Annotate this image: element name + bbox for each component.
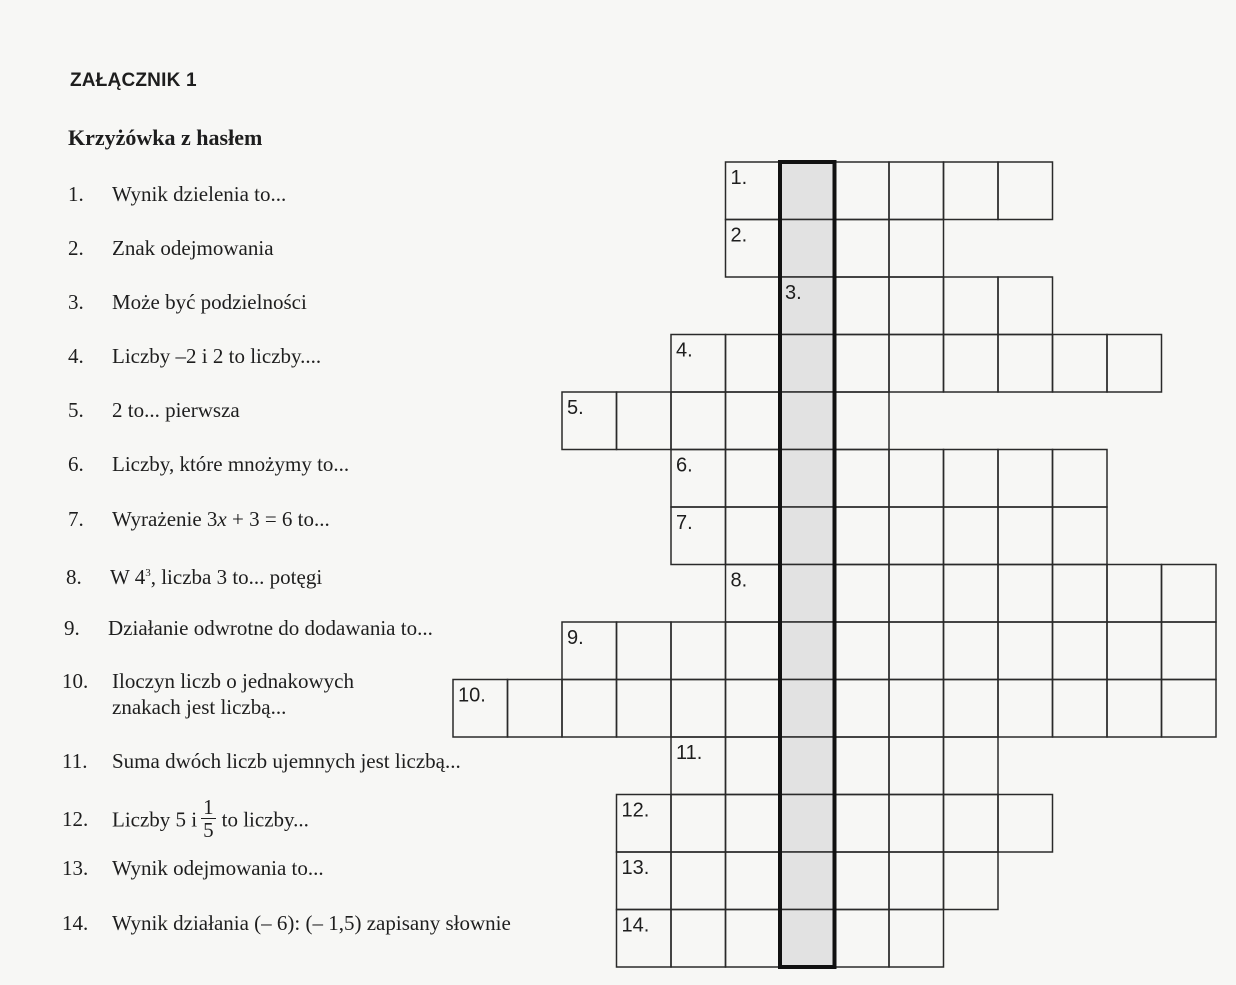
clue-text-line1: Iloczyn liczb o jednakowych — [112, 669, 354, 693]
clue-text-end: to liczby... — [221, 807, 309, 832]
crossword-cell[interactable] — [998, 622, 1053, 680]
crossword-cell[interactable] — [671, 622, 726, 680]
crossword-cell[interactable] — [944, 450, 999, 508]
crossword-cell[interactable] — [835, 852, 890, 910]
crossword-cell[interactable] — [1107, 335, 1162, 393]
crossword-cell[interactable] — [617, 622, 672, 680]
solution-cell[interactable] — [780, 335, 835, 393]
crossword-cell[interactable] — [617, 392, 672, 450]
page-heading: ZAŁĄCZNIK 1 — [70, 70, 197, 91]
row-number-label: 2. — [730, 224, 748, 247]
crossword-cell[interactable] — [726, 335, 781, 393]
clue-number: 1. — [68, 182, 84, 206]
clue-text: Wynik działania (– 6): (– 1,5) zapisany słownie — [112, 911, 511, 935]
clue-number: 9. — [64, 616, 80, 640]
clue-text: Może być podzielności — [112, 290, 307, 314]
crossword-cell[interactable] — [889, 450, 944, 508]
row-number-label: 4. — [676, 339, 693, 362]
row-number-label: 13. — [621, 857, 650, 879]
crossword-cell[interactable] — [726, 680, 781, 738]
crossword-cell[interactable] — [889, 335, 944, 393]
clue-number: 3. — [68, 290, 84, 314]
crossword-cell[interactable] — [889, 737, 944, 795]
clue-text-end: + 3 = 6 to... — [226, 507, 330, 531]
crossword-cell[interactable] — [671, 910, 726, 968]
crossword-cell[interactable] — [998, 507, 1053, 565]
crossword-cell[interactable] — [889, 910, 944, 968]
row-number-label: 1. — [730, 167, 748, 189]
crossword-cell[interactable] — [671, 392, 726, 450]
solution-cell[interactable] — [780, 392, 835, 450]
crossword-cell[interactable] — [889, 162, 944, 220]
solution-cell[interactable] — [780, 737, 835, 795]
crossword-cell[interactable] — [889, 680, 944, 738]
crossword-cell[interactable] — [944, 335, 999, 393]
crossword-cell[interactable] — [944, 680, 999, 738]
clue-text: Liczby –2 i 2 to liczby.... — [112, 344, 322, 368]
row-number-label: 5. — [567, 397, 584, 419]
clue-text: Wynik odejmowania to... — [112, 856, 324, 880]
crossword-cell[interactable] — [835, 277, 890, 335]
crossword-cell[interactable] — [671, 795, 726, 853]
row-number-label: 11. — [676, 742, 703, 764]
row-number-label: 3. — [785, 282, 802, 304]
crossword-cell[interactable] — [1053, 335, 1108, 393]
clue-text-end: , liczba 3 to... potęgi — [150, 565, 323, 589]
crossword-cell[interactable] — [944, 162, 999, 220]
crossword-cell[interactable] — [944, 795, 999, 853]
solution-cell[interactable] — [780, 622, 835, 680]
clue-text: Znak odejmowania — [112, 236, 274, 260]
crossword-cell[interactable] — [998, 680, 1053, 738]
solution-cell[interactable] — [780, 565, 835, 623]
crossword-cell[interactable] — [944, 507, 999, 565]
crossword-cell[interactable] — [835, 910, 890, 968]
clue-text-line2: znakach jest liczbą... — [112, 695, 287, 719]
crossword-cell[interactable] — [889, 565, 944, 623]
row-number-label: 9. — [567, 627, 584, 649]
crossword-cell[interactable] — [835, 335, 890, 393]
clue-number: 4. — [68, 344, 84, 368]
crossword-cell[interactable] — [726, 910, 781, 968]
row-number-label: 7. — [676, 512, 693, 534]
solution-cell[interactable] — [780, 450, 835, 508]
clue-number: 11. — [62, 749, 88, 773]
crossword-cell[interactable] — [726, 622, 781, 680]
crossword-cell[interactable] — [998, 450, 1053, 508]
crossword-cell[interactable] — [1162, 565, 1217, 623]
crossword-cell[interactable] — [944, 852, 999, 910]
crossword-cell[interactable] — [835, 162, 890, 220]
crossword-cell[interactable] — [617, 680, 672, 738]
crossword-cell[interactable] — [726, 795, 781, 853]
row-number-label: 10. — [458, 684, 486, 707]
crossword-cell[interactable] — [998, 795, 1053, 853]
clue-variable: x — [217, 507, 227, 531]
crossword-cell[interactable] — [671, 852, 726, 910]
crossword-cell[interactable] — [508, 680, 563, 738]
crossword-cell[interactable] — [1053, 565, 1108, 623]
crossword-cell[interactable] — [998, 162, 1053, 220]
crossword-cell[interactable] — [889, 507, 944, 565]
crossword-cell[interactable] — [1053, 680, 1108, 738]
solution-cell[interactable] — [780, 162, 835, 220]
crossword-cell[interactable] — [1107, 565, 1162, 623]
clue-text: Działanie odwrotne do dodawania to... — [108, 616, 433, 640]
crossword-cell[interactable] — [835, 450, 890, 508]
crossword-cell[interactable] — [835, 795, 890, 853]
clue-number: 6. — [68, 452, 84, 476]
crossword-cell[interactable] — [1162, 680, 1217, 738]
crossword-cell[interactable] — [726, 450, 781, 508]
row-number-label: 12. — [621, 799, 650, 822]
solution-cell[interactable] — [780, 852, 835, 910]
fraction-denominator: 5 — [203, 818, 214, 842]
crossword-cell[interactable] — [889, 852, 944, 910]
solution-cell[interactable] — [780, 910, 835, 968]
crossword-cell[interactable] — [944, 622, 999, 680]
crossword-cell[interactable] — [835, 392, 890, 450]
crossword-cell[interactable] — [835, 680, 890, 738]
clue-number: 12. — [62, 807, 89, 832]
fraction-numerator: 1 — [203, 795, 214, 819]
crossword-cell[interactable] — [671, 680, 726, 738]
solution-cell[interactable] — [780, 795, 835, 853]
crossword-cell[interactable] — [835, 220, 890, 278]
crossword-cell[interactable] — [889, 795, 944, 853]
crossword-cell[interactable] — [726, 507, 781, 565]
clue-text: Liczby, które mnożymy to... — [112, 452, 350, 476]
row-number-label: 6. — [676, 454, 693, 477]
crossword-cell[interactable] — [1107, 680, 1162, 738]
page-subtitle: Krzyżówka z hasłem — [68, 125, 263, 150]
clue-number: 10. — [62, 669, 89, 693]
crossword-cell[interactable] — [835, 565, 890, 623]
solution-cell[interactable] — [780, 680, 835, 738]
clue-number: 2. — [68, 236, 84, 260]
clue-text-start: W 4 — [110, 565, 146, 589]
clue-text: 2 to... pierwsza — [112, 398, 240, 422]
row-number-label: 14. — [621, 914, 650, 937]
crossword-cell[interactable] — [889, 277, 944, 335]
crossword-cell[interactable] — [1107, 622, 1162, 680]
clue-number: 8. — [66, 565, 82, 589]
crossword-cell[interactable] — [998, 565, 1053, 623]
crossword-cell[interactable] — [1053, 622, 1108, 680]
crossword-cell[interactable] — [726, 737, 781, 795]
crossword-cell[interactable] — [944, 565, 999, 623]
clue-number: 14. — [62, 911, 89, 935]
crossword-cell[interactable] — [998, 335, 1053, 393]
crossword-cell[interactable] — [1053, 507, 1108, 565]
crossword-cell[interactable] — [1053, 450, 1108, 508]
crossword-cell[interactable] — [998, 277, 1053, 335]
crossword-cell[interactable] — [835, 737, 890, 795]
crossword-cell[interactable] — [562, 680, 617, 738]
clue-text-start: Liczby 5 i — [112, 807, 198, 832]
crossword-cell[interactable] — [726, 392, 781, 450]
clue-number: 7. — [68, 507, 84, 531]
crossword-cell[interactable] — [835, 507, 890, 565]
clue-number: 13. — [62, 856, 89, 880]
solution-cell[interactable] — [780, 220, 835, 278]
solution-cell[interactable] — [780, 507, 835, 565]
crossword-cell[interactable] — [889, 622, 944, 680]
row-number-label: 8. — [730, 569, 748, 592]
clue-text: Wynik dzielenia to... — [112, 182, 287, 206]
crossword-cell[interactable] — [944, 737, 999, 795]
crossword-cell[interactable] — [889, 220, 944, 278]
crossword-cell[interactable] — [726, 852, 781, 910]
clue-text-start: Wyrażenie 3 — [112, 507, 218, 531]
clue-exponent: 3 — [145, 567, 151, 579]
crossword-cell[interactable] — [835, 622, 890, 680]
crossword-cell[interactable] — [944, 277, 999, 335]
clue-text: Suma dwóch liczb ujemnych jest liczbą... — [112, 749, 461, 773]
clue-number: 5. — [68, 398, 84, 422]
crossword-cell[interactable] — [1162, 622, 1217, 680]
